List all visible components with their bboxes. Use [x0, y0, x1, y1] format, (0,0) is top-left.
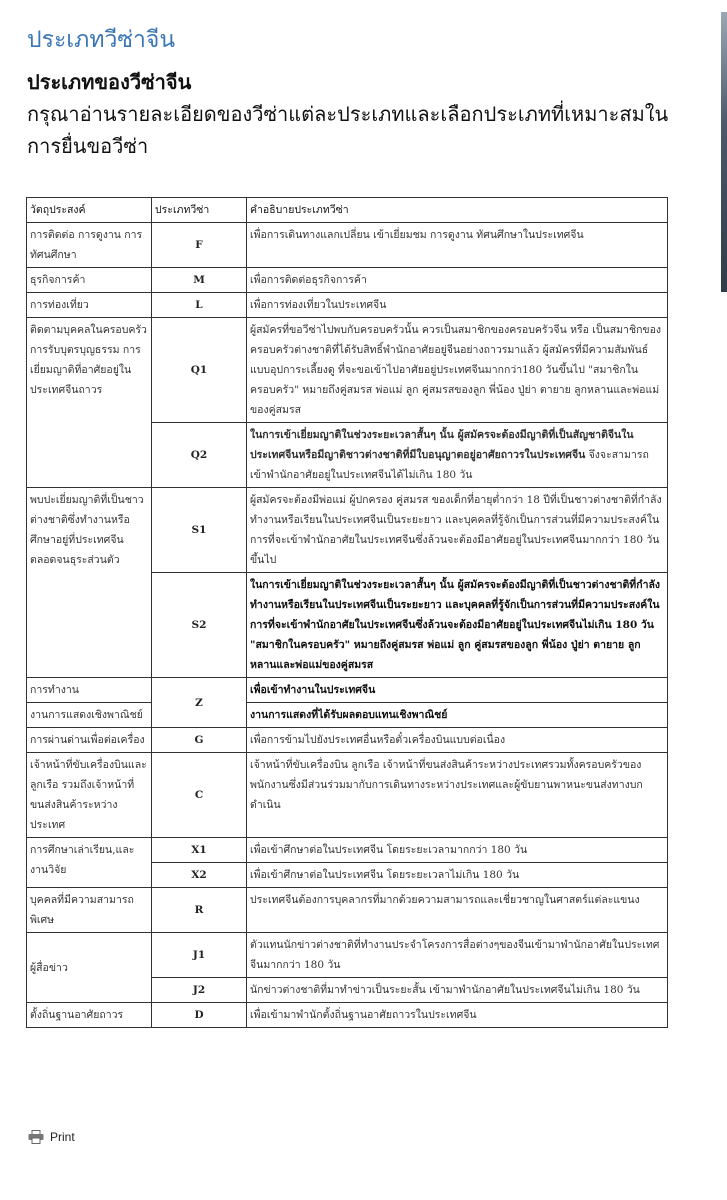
table-row: [27, 268, 668, 293]
visa-type-cell: C: [152, 753, 247, 838]
visa-type-cell: X1: [152, 838, 247, 863]
visa-type-cell: D: [152, 1003, 247, 1028]
header-description: คำอธิบายประเภทวีซ่า: [247, 198, 668, 223]
description-bold-text: ในการเข้าเยี่ยมญาติในช่วงระยะเวลาสั้นๆ นั้น ผู้สมัครจะต้องมีญาติที่เป็นสัญชาติจีนในประเทศจีนหรือมีญาติชาวต่างชาติที่มีใบอนุญาตอยู่อาศัยถาวรในประเทศจีน: [250, 429, 634, 461]
table-row: [27, 223, 668, 268]
header-visa-type: ประเภทวีซ่า: [152, 198, 247, 223]
table-row: [27, 933, 668, 978]
description-cell: [247, 423, 668, 488]
purpose-cell: ธุรกิจการค้า: [27, 268, 152, 293]
header-purpose: วัตถุประสงค์: [27, 198, 152, 223]
purpose-cell: การศึกษาเล่าเรียน,และงานวิจัย: [27, 838, 152, 888]
description-cell: ผู้สมัครจะต้องมีพ่อแม่ ผู้ปกครอง คู่สมรส ของเด็กที่อายุต่ำกว่า 18 ปีที่เป็นชาวต่างชาติที่กำลังทำงานหรือเรียนในประเทศจีนเป็นระยะยาว และบุคคลที่รู้จักเป็นการส่วนที่มีความประสงค์ในการที่จะเข้าพำนักอาศัยในประเทศจีนซึ่งล้วนจะต้องมีอาศัยอยู่ในประเทศจีนมากกว่า 180 วันขึ้นไป: [247, 488, 668, 573]
purpose-cell: บุคคลที่มีความสามารถพิเศษ: [27, 888, 152, 933]
purpose-cell: ผู้สื่อข่าว: [27, 933, 152, 1003]
description-cell: ตัวแทนนักข่าวต่างชาติที่ทำงานประจำโครงการสื่อต่างๆของจีนเข้ามาพำนักอาศัยในประเทศจีนมากกว่า 180 วัน: [247, 933, 668, 978]
table-row: [27, 888, 668, 933]
description-cell: นักข่าวต่างชาติที่มาทำข่าวเป็นระยะสั้น เข้ามาพำนักอาศัยในประเทศจีนไม่เกิน 180 วัน: [247, 978, 668, 1003]
description-cell: เพื่อเข้าศึกษาต่อในประเทศจีน โดยระยะเวลาไม่เกิน 180 วัน: [247, 863, 668, 888]
purpose-cell: การผ่านด่านเพื่อต่อเครื่อง: [27, 728, 152, 753]
visa-type-cell: S1: [152, 488, 247, 573]
print-label: Print: [50, 1130, 75, 1144]
purpose-cell: การท่องเที่ยว: [27, 293, 152, 318]
visa-type-cell: S2: [152, 573, 247, 678]
visa-types-table: [26, 197, 668, 1028]
visa-type-cell: J1: [152, 933, 247, 978]
description-cell: เพื่อเข้าศึกษาต่อในประเทศจีน โดยระยะเวลามากกว่า 180 วัน: [247, 838, 668, 863]
visa-type-cell: M: [152, 268, 247, 293]
description-cell: งานการแสดงที่ได้รับผลตอบแทนเชิงพาณิชย์: [247, 703, 668, 728]
table-row: [27, 838, 668, 863]
description-cell: ผู้สมัครที่ขอวีซ่าไปพบกับครอบครัวนั้น ควรเป็นสมาชิกของครอบครัวจีน หรือ เป็นสมาชิกของครอบครัวต่างชาติที่ได้รับสิทธิ์พำนักอาศัยอยู่จีนอย่างถาวรมาแล้ว ผู้สมัครที่มีความสัมพันธ์แบบอุปการะเลี้ยงดู ที่จะขอเข้าไปอาศัยอยู่ประเทศจีนมากกว่า180 วันขึ้นไป "สมาชิกในครอบครัว" หมายถึงคู่สมรส พ่อแม่ ลูก คู่สมรสของลูก พี่น้อง ปู่ย่า ตายาย ลูกหลานและพ่อแม่ของคู่สมรส: [247, 318, 668, 423]
purpose-cell: ติดตามบุคคลในครอบครัว การรับบุตรบุญธรรม การเยี่ยมญาติที่อาศัยอยู่ในประเทศจีนถาวร: [27, 318, 152, 488]
page-heading: ประเภทวีซ่าจีน: [27, 27, 176, 53]
purpose-cell: ตั้งถิ่นฐานอาศัยถาวร: [27, 1003, 152, 1028]
visa-type-cell: R: [152, 888, 247, 933]
printer-icon: [28, 1130, 44, 1144]
description-cell: เพื่อการเดินทางแลกเปลี่ยน เข้าเยี่ยมชม การดูงาน ทัศนศึกษาในประเทศจีน: [247, 223, 668, 268]
purpose-cell: เจ้าหน้าที่ขับเครื่องบินและลูกเรือ รวมถึงเจ้าหน้าที่ขนส่งสินค้าระหว่างประเทศ: [27, 753, 152, 838]
table-row: [27, 293, 668, 318]
section-title: ประเภทของวีซ่าจีน: [27, 70, 192, 94]
visa-type-cell: F: [152, 223, 247, 268]
table-row: [27, 753, 668, 838]
visa-type-cell: J2: [152, 978, 247, 1003]
visa-type-cell: G: [152, 728, 247, 753]
purpose-cell: พบปะเยี่ยมญาติที่เป็นชาวต่างชาติซึ่งทำงานหรือศึกษาอยู่ที่ประเทศจีนตลอดจนธุระส่วนตัว: [27, 488, 152, 678]
description-cell: ในการเข้าเยี่ยมญาติในช่วงระยะเวลาสั้นๆ นั้น ผู้สมัครจะต้องมีญาติที่เป็นชาวต่างชาติที่กำลังทำงานหรือเรียนในประเทศจีนเป็นระยะยาว และบุคคลที่รู้จักเป็นการส่วนที่มีความประสงค์ในการที่จะเข้าพำนักอาศัยในประเทศจีนซึ่งล้วนจะต้องมีอาศัยอยู่ในประเทศจีนไม่เกิน 180 วัน "สมาชิกในครอบครัว" หมายถึงคู่สมรส พ่อแม่ ลูก คู่สมรสของลูก พี่น้อง ปู่ย่า ตายาย ลูกหลานและพ่อแม่ของคู่สมรส: [247, 573, 668, 678]
description-cell: เพื่อเข้าทำงานในประเทศจีน: [247, 678, 668, 703]
table-row: [27, 488, 668, 573]
purpose-cell: งานการแสดงเชิงพาณิชย์: [27, 703, 152, 728]
description-cell: เพื่อเข้ามาพำนักตั้งถิ่นฐานอาศัยถาวรในประเทศจีน: [247, 1003, 668, 1028]
purpose-cell: การติดต่อ การดูงาน การทัศนศึกษา: [27, 223, 152, 268]
description-cell: เพื่อการติดต่อธุรกิจการค้า: [247, 268, 668, 293]
visa-type-cell: Q2: [152, 423, 247, 488]
side-image-strip: [721, 12, 727, 292]
table-row: [27, 318, 668, 423]
purpose-cell: การทำงาน: [27, 678, 152, 703]
visa-type-cell: Q1: [152, 318, 247, 423]
table-header-row: [27, 198, 668, 223]
description-cell: เจ้าหน้าที่ขับเครื่องบิน ลูกเรือ เจ้าหน้าที่ขนส่งสินค้าระหว่างประเทศรวมทั้งครอบครัวของพนักงานซึ่งมีส่วนร่วมมากับการเดินทางระหว่างประเทศและผู้ขับยานพาหนะขนส่งทางบกดำเนิน: [247, 753, 668, 838]
visa-type-cell: L: [152, 293, 247, 318]
description-cell: เพื่อการท่องเที่ยวในประเทศจีน: [247, 293, 668, 318]
description-cell: เพื่อการข้ามไปยังประเทศอื่นหรือตั๋วเครื่องบินแบบต่อเนื่อง: [247, 728, 668, 753]
print-button[interactable]: [28, 1130, 75, 1144]
visa-type-cell: X2: [152, 863, 247, 888]
table-row: [27, 728, 668, 753]
table-row: [27, 703, 668, 728]
visa-type-cell: Z: [152, 678, 247, 728]
table-row: [27, 678, 668, 703]
description-cell: ประเทศจีนต้องการบุคลากรที่มากด้วยความสามารถและเชี่ยวชาญในศาสตร์แต่ละแขนง: [247, 888, 668, 933]
table-row: [27, 1003, 668, 1028]
description-text: จึงจะสามารถเข้าพำนักอาศัยอยู่ในประเทศจีนได้ไม่เกิน 180 วัน: [250, 449, 649, 481]
section-description: กรุณาอ่านรายละเอียดของวีซ่าแต่ละประเภทและเลือกประเภทที่เหมาะสมในการยื่นขอวีซ่า: [27, 102, 669, 158]
